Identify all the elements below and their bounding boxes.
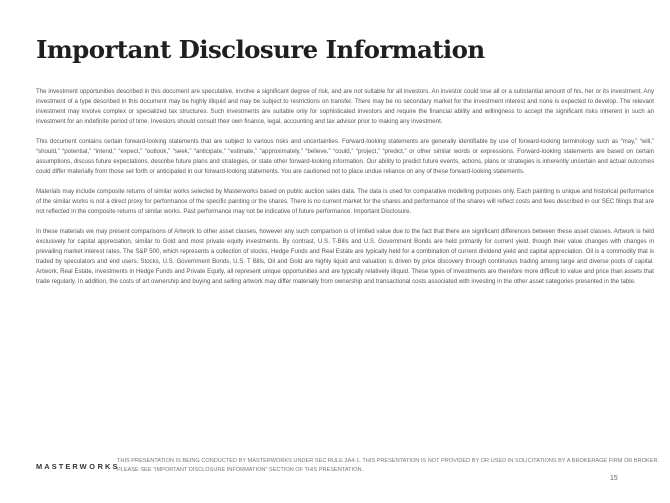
paragraph-composite-returns: Materials may include composite returns of similar works selected by Masterworks based on public auction sales data. The data is used for comparative modelling purposes only. Each painting is unique and historical performance of the similar works is not a direct proxy for performance of the specific painting or the shares. There is no current market for the shares and performance of the shares will reflect costs and fees described in our SEC filings that are not reflected in the composite returns of similar works. Past performance may not be indicative of future performance. Important Disclosure. — [36, 188, 654, 215]
logo-mark-icon: O — [89, 462, 98, 471]
disclosure-body — [36, 87, 654, 297]
paragraph-asset-comparisons: In these materials we may present comparisons of Artwork to other asset classes, however any such comparison is of limited value due to the fact that there are significant differences between these asset classes. Artwork is held exclusively for capital appreciation, similar to Gold and most private equity investments. By contrast, U.S. T-Bills and U.S. Government Bonds are held primarily for current yield, though their value changes with changes in prevailing market interest rates. The S&P 500, which represents a collection of stocks, Hedge Funds and Real Estate are typically held for a combination of current dividend yield and capital appreciation. Oil is a commodity that is traded by speculators and end users. Stocks, U.S. Government Bonds, U.S. T Bills, Oil and Gold are highly liquid and valuation is driven by price discovery through continuous trading among large and diverse pools of capital. Artwork, Real Estate, investments in Hedge Funds and Private Equity, all represent unique opportunities and are typically relatively illiquid. These types of investments are therefore more difficult to value and price than assets that trade regularly. In addition, the costs of art ownership and buying and selling artwork may differ materially from ownership and transactional costs associated with investing in the other asset categories presented in the table. — [36, 228, 654, 285]
footer — [0, 432, 670, 503]
logo-text-left: MASTERW — [36, 462, 89, 471]
logo-text-right: RKS — [97, 462, 120, 471]
page-number: 15 — [610, 475, 618, 482]
paragraph-forward-looking: This document contains certain forward-looking statements that are subject to various risks and uncertainties. Forward-looking statements are generally identifiable by use of forward-looking terminology such as “may,” “will,” “should,” “potential,” “intend,” “expect,” “outlook,” “seek,” “anticipate,” “estimate,” “approximately,” “believe,” “could,” “project,” “predict,” or other similar words or expressions. Forward-looking statements are based on certain assumptions, discuss future expectations, describe future plans and strategies, or state other forward-looking information. Our ability to predict future events, actions, plans or strategies is inherently uncertain and actual outcomes could differ materially from those set forth or anticipated in our forward-looking statements. You are cautioned not to place undue reliance on any of these forward-looking statements. — [36, 138, 654, 175]
masterworks-logo — [36, 462, 120, 471]
paragraph-investment-risk: The investment opportunities described in this document are speculative, involve a significant degree of risk, and are not suitable for all investors. An investor could lose all or a substantial amount of his, her or its investment. Any investment of a type described in this document may be highly illiquid and may be subject to restrictions on transfer. There may be no secondary market for the investment interest and none is expected to develop. The relevant investment may involve complex or specialized tax structures. Such investments are suitable only for sophisticated investors and require the financial ability and willingness to accept the significant risks inherent in such an investment for an indefinite period of time. Investors should consult their own finance, legal, accounting and tax advisor prior to making any investment. — [36, 88, 654, 125]
footer-disclaimer: THIS PRESENTATION IS BEING CONDUCTED BY MASTERWORKS UNDER SEC RULE 3A4-1. THIS PRESENTATION IS NOT PROVIDED BY OR USED IN SOLICITATIONS BY A BROKERAGE FIRM OR BROKER. PLEASE SEE “IMPORTANT DISCLOSURE INFORMATION” SECTION OF THIS PRESENTATION. — [117, 458, 660, 473]
page-title: Important Disclosure Information — [36, 35, 485, 64]
